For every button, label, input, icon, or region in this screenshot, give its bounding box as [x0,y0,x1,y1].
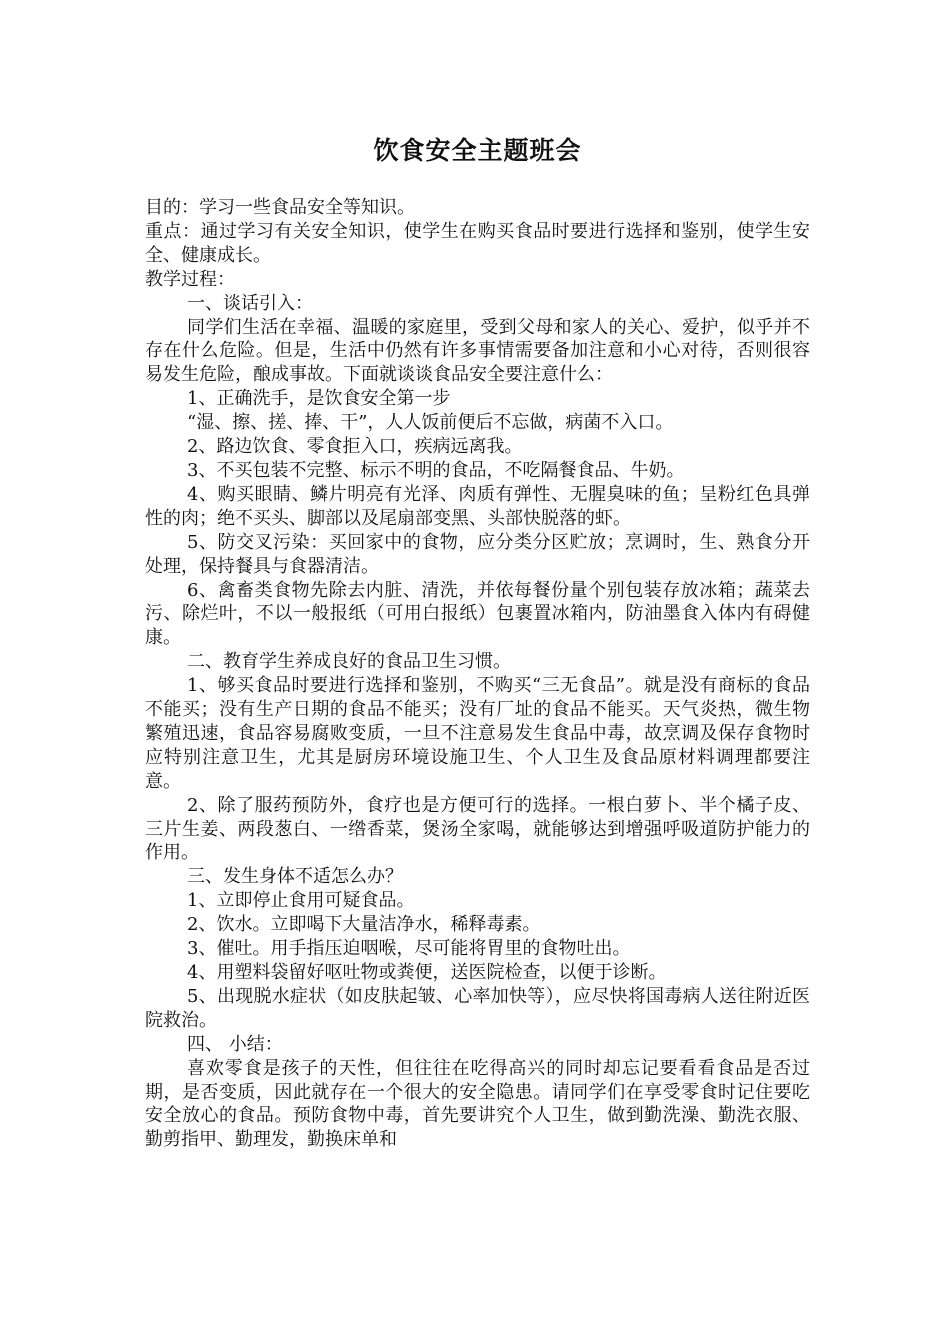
paragraph: 同学们生活在幸福、温暖的家庭里，受到父母和家人的关心、爱护，似乎并不存在什么危险。但是，生活中仍然有许多事情需要备加注意和小心对待，否则很容易发生危险，酿成事故。下面就谈谈食品安全要注意什么： [145,316,810,386]
paragraph: 目的：学习一些食品安全等知识。 [145,197,415,218]
paragraph: 4、用塑料袋留好呕吐物或粪便，送医院检查，以便于诊断。 [187,962,667,983]
paragraph: 6、禽畜类食物先除去内脏、清洗，并依每餐份量个别包装存放冰箱；蔬菜去污、除烂叶，不以一般报纸（可用白报纸）包裹置冰箱内，防油墨食入体内有碍健康。 [145,579,810,649]
paragraph: 二、教育学生养成良好的食品卫生习惯。 [187,651,511,673]
paragraph: 2、路边饮食、零食拒入口，疾病远离我。 [187,436,523,458]
paragraph: 1、正确洗手，是饮食安全第一步 [187,388,451,410]
paragraph: 3、不买包装不完整、标示不明的食品，不吃隔餐食品、牛奶。 [187,459,685,481]
document-title: 饮食安全主题班会 [373,136,582,165]
paragraph: 5、防交叉污染：买回家中的食物，应分类分区贮放；烹调时，生、熟食分开处理，保持餐具与食器清洁。 [145,531,810,577]
document-page [145,128,810,1152]
paragraph: 重点：通过学习有关安全知识，使学生在购买食品时要进行选择和鉴别，使学生安全、健康成长。 [145,220,810,266]
paragraph: 5、出现脱水症状（如皮肤起皱、心率加快等），应尽快将国毒病人送往附近医院救治。 [145,985,810,1031]
paragraph: 3、催吐。用手指压迫咽喉，尽可能将胃里的食物吐出。 [187,938,631,960]
paragraph: 一、谈话引入： [187,292,313,314]
paragraph: 喜欢零食是孩子的天性，但往往在吃得高兴的同时却忘记要看看食品是否过期，是否变质，因此就存在一个很大的安全隐患。请同学们在享受零食时记住要吃安全放心的食品。预防食物中毒，首先要讲究个人卫生，做到勤洗澡、勤洗衣服、勤剪指甲、勤理发，勤换床单和 [145,1057,810,1151]
paragraph: 教学过程： [145,268,235,290]
paragraph: 4、购买眼睛、鳞片明亮有光泽、肉质有弹性、无腥臭味的鱼；呈粉红色具弹性的肉；绝不买头、脚部以及尾扇部变黑、头部快脱落的虾。 [145,483,810,529]
paragraph: 1、立即停止食用可疑食品。 [187,890,415,912]
paragraph: “湿、擦、搓、捧、干”，人人饭前便后不忘做，病菌不入口。 [187,412,674,434]
paragraph: 1、够买食品时要进行选择和鉴别，不购买“三无食品”。就是没有商标的食品不能买；没有生产日期的食品不能买；没有厂址的食品不能买。天气炎热，微生物繁殖迅速，食品容易腐败变质，一旦不注意易发生食品中毒，故烹调及保存食物时应特别注意卫生，尤其是厨房环境设施卫生、个人卫生及食品原材料调理都要注意。 [145,675,810,792]
paragraph: 四、 小结： [187,1033,283,1055]
document-body [145,196,810,1152]
paragraph: 2、饮水。立即喝下大量洁净水，稀释毒素。 [187,914,541,936]
paragraph: 2、除了服药预防外，食疗也是方便可行的选择。一根白萝卜、半个橘子皮、三片生姜、两段葱白、一绺香菜，煲汤全家喝，就能够达到增强呼吸道防护能力的作用。 [145,794,810,864]
paragraph: 三、发生身体不适怎么办？ [187,866,403,888]
